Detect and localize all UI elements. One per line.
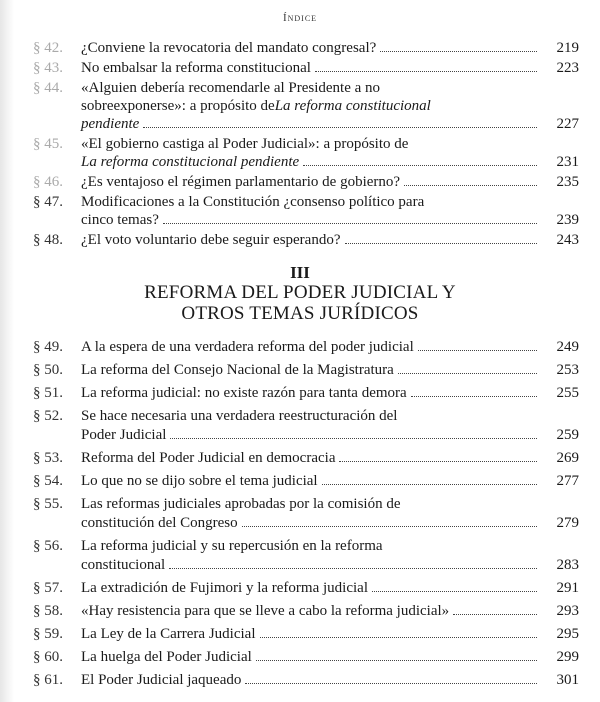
toc-entry[interactable]	[33, 39, 579, 57]
dot-leader	[163, 222, 537, 224]
entry-title	[81, 648, 579, 667]
entry-title-line	[81, 472, 579, 491]
toc-entry[interactable]	[33, 79, 579, 133]
page-number[interactable]: 299	[556, 649, 579, 665]
dot-leader	[322, 483, 537, 485]
toc-entry[interactable]	[33, 671, 579, 690]
title-text: Reforma del Poder Judicial en democracia	[81, 450, 336, 466]
dot-leader	[411, 395, 537, 397]
entry-title	[81, 579, 579, 598]
page-number[interactable]: 253	[556, 362, 579, 378]
page-number[interactable]: 239	[556, 212, 579, 228]
page-number[interactable]: 269	[556, 450, 579, 466]
entry-title-line	[81, 602, 579, 621]
entry-title-line	[81, 537, 579, 556]
title-text: ¿El voto voluntario debe seguir esperando?	[81, 232, 341, 248]
page-number[interactable]: 227	[556, 116, 579, 132]
section-number: § 52.	[33, 408, 63, 424]
title-text: «Hay resistencia para que se lleve a cabo la reforma judicial»	[81, 603, 450, 619]
toc-section-top	[33, 39, 579, 249]
section-number: § 49.	[33, 339, 63, 355]
title-text: Modificaciones a la Constitución ¿consenso político para	[81, 194, 425, 210]
title-text: pendiente	[81, 116, 140, 132]
title-text: cinco temas?	[81, 212, 159, 228]
page-number[interactable]: 249	[556, 339, 579, 355]
part-title-line-1: REFORMA DEL PODER JUDICIAL Y	[144, 282, 456, 303]
title-text: Poder Judicial	[81, 427, 167, 443]
toc-entry[interactable]	[33, 231, 579, 249]
section-number: § 45.	[33, 136, 63, 152]
page-number[interactable]: 259	[556, 427, 579, 443]
page-number[interactable]: 243	[556, 232, 579, 248]
section-number: § 56.	[33, 538, 63, 554]
entry-title-line	[81, 115, 579, 133]
entry-title-line	[81, 338, 579, 357]
toc-entry[interactable]	[33, 602, 579, 621]
title-text: La Ley de la Carrera Judicial	[81, 626, 256, 642]
section-number: § 58.	[33, 603, 63, 619]
page-number[interactable]: 255	[556, 385, 579, 401]
entry-title-line	[81, 514, 579, 533]
page-number[interactable]: 235	[556, 174, 579, 190]
title-text: No embalsar la reforma constitucional	[81, 60, 311, 76]
entry-title-line	[81, 556, 579, 575]
dot-leader	[453, 613, 537, 615]
dot-leader	[242, 525, 537, 527]
section-number: § 55.	[33, 496, 63, 512]
dot-leader	[256, 659, 537, 661]
title-text: La reforma constitucional	[274, 98, 431, 114]
page-number[interactable]: 219	[556, 40, 579, 56]
entry-title	[81, 384, 579, 403]
entry-title-line	[81, 384, 579, 403]
section-number: § 47.	[33, 194, 63, 210]
entry-title	[81, 193, 579, 229]
entry-title-line	[81, 625, 579, 644]
entry-title	[81, 671, 579, 690]
dot-leader	[260, 636, 538, 638]
section-number: § 48.	[33, 232, 63, 248]
title-text: La reforma constitucional pendiente	[81, 154, 300, 170]
toc-entry[interactable]	[33, 472, 579, 491]
part-title-line-2: OTROS TEMAS JURÍDICOS	[181, 303, 419, 324]
page-number[interactable]: 295	[556, 626, 579, 642]
toc-entry[interactable]	[33, 59, 579, 77]
entry-title-line	[81, 79, 579, 97]
entry-title-line	[81, 39, 579, 57]
entry-title	[81, 449, 579, 468]
entry-title	[81, 59, 579, 77]
entry-title-line	[81, 361, 579, 380]
section-number: § 61.	[33, 672, 63, 688]
title-text: Se hace necesaria una verdadera reestructuración del	[81, 408, 398, 424]
title-text: Lo que no se dijo sobre el tema judicial	[81, 473, 318, 489]
section-number: § 50.	[33, 362, 63, 378]
title-text: constitucional	[81, 557, 166, 573]
section-number: § 59.	[33, 626, 63, 642]
section-number: § 54.	[33, 473, 63, 489]
page-number[interactable]: 291	[556, 580, 579, 596]
toc-entry[interactable]	[33, 407, 579, 445]
toc-entry[interactable]	[33, 449, 579, 468]
page-number[interactable]: 231	[556, 154, 579, 170]
dot-leader	[315, 70, 537, 72]
title-text: sobreexponerse»: a propósito de	[81, 98, 275, 114]
entry-title	[81, 39, 579, 57]
entry-title	[81, 407, 579, 445]
section-number: § 42.	[33, 40, 63, 56]
entry-title-line	[81, 173, 579, 191]
dot-leader	[418, 349, 537, 351]
dot-leader	[345, 242, 538, 244]
entry-title	[81, 173, 579, 191]
section-number: § 60.	[33, 649, 63, 665]
title-text: ¿Es ventajoso el régimen parlamentario de gobierno?	[81, 174, 401, 190]
entry-title	[81, 361, 579, 380]
toc-entry[interactable]	[33, 537, 579, 575]
section-number: § 43.	[33, 60, 63, 76]
entry-title	[81, 231, 579, 249]
toc-entry[interactable]	[33, 338, 579, 357]
dot-leader	[404, 184, 537, 186]
toc-entry[interactable]	[33, 173, 579, 191]
page-number[interactable]: 277	[556, 473, 579, 489]
entry-title-line	[81, 648, 579, 667]
title-text: «El gobierno castiga al Poder Judicial»: a propósito de	[81, 136, 409, 152]
dot-leader	[339, 460, 537, 462]
section-number: § 51.	[33, 385, 63, 401]
entry-title	[81, 79, 579, 133]
entry-title-line	[81, 193, 579, 211]
section-number: § 46.	[33, 174, 63, 190]
toc-entry[interactable]	[33, 384, 579, 403]
dot-leader	[372, 590, 537, 592]
title-text: constitución del Congreso	[81, 515, 238, 531]
running-header: Índice	[282, 12, 318, 24]
entry-title-line	[81, 59, 579, 77]
page-number[interactable]: 279	[556, 515, 579, 531]
toc-entry[interactable]	[33, 135, 579, 171]
title-text: La reforma judicial y su repercusión en la reforma	[81, 538, 383, 554]
entry-title	[81, 495, 579, 533]
toc-entry[interactable]	[33, 193, 579, 229]
section-number: § 44.	[33, 80, 63, 96]
entry-title-line	[81, 449, 579, 468]
title-text: A la espera de una verdadera reforma del poder judicial	[81, 339, 414, 355]
toc-entry[interactable]	[33, 625, 579, 644]
entry-title-line	[81, 153, 579, 171]
dot-leader	[143, 126, 537, 128]
title-text: La extradición de Fujimori y la reforma judicial	[81, 580, 368, 596]
page-number[interactable]: 283	[556, 557, 579, 573]
entry-title-line	[81, 579, 579, 598]
title-text: ¿Conviene la revocatoria del mandato congresal?	[81, 40, 377, 56]
title-text: «Alguien debería recomendarle al Presidente a no	[81, 80, 381, 96]
entry-title-line	[81, 97, 579, 115]
title-text: Las reformas judiciales aprobadas por la comisión de	[81, 496, 401, 512]
entry-title-line	[81, 671, 579, 690]
toc-entry[interactable]	[33, 361, 579, 380]
section-number: § 57.	[33, 580, 63, 596]
entry-title	[81, 625, 579, 644]
toc-section-bottom	[33, 338, 579, 690]
dot-leader	[380, 50, 537, 52]
toc-entry[interactable]	[33, 579, 579, 598]
page-number[interactable]: 223	[556, 60, 579, 76]
part-number: III	[290, 263, 310, 282]
entry-title-line	[81, 426, 579, 445]
title-text: La reforma judicial: no existe razón para tanta demora	[81, 385, 407, 401]
entry-title	[81, 537, 579, 575]
page-number[interactable]: 293	[556, 603, 579, 619]
entry-title-line	[81, 495, 579, 514]
entry-title-line	[81, 211, 579, 229]
title-text: La reforma del Consejo Nacional de la Magistratura	[81, 362, 394, 378]
entry-title	[81, 338, 579, 357]
dot-leader	[169, 567, 537, 569]
entry-title	[81, 602, 579, 621]
entry-title	[81, 472, 579, 491]
page-number[interactable]: 301	[556, 672, 579, 688]
dot-leader	[398, 372, 537, 374]
entry-title-line	[81, 135, 579, 153]
dot-leader	[303, 164, 537, 166]
entry-title-line	[81, 407, 579, 426]
section-number: § 53.	[33, 450, 63, 466]
title-text: El Poder Judicial jaqueado	[81, 672, 242, 688]
dot-leader	[245, 682, 537, 684]
part-heading	[0, 263, 600, 324]
dot-leader	[170, 437, 537, 439]
entry-title-line	[81, 231, 579, 249]
title-text: La huelga del Poder Judicial	[81, 649, 252, 665]
entry-title	[81, 135, 579, 171]
toc-entry[interactable]	[33, 648, 579, 667]
toc-entry[interactable]	[33, 495, 579, 533]
